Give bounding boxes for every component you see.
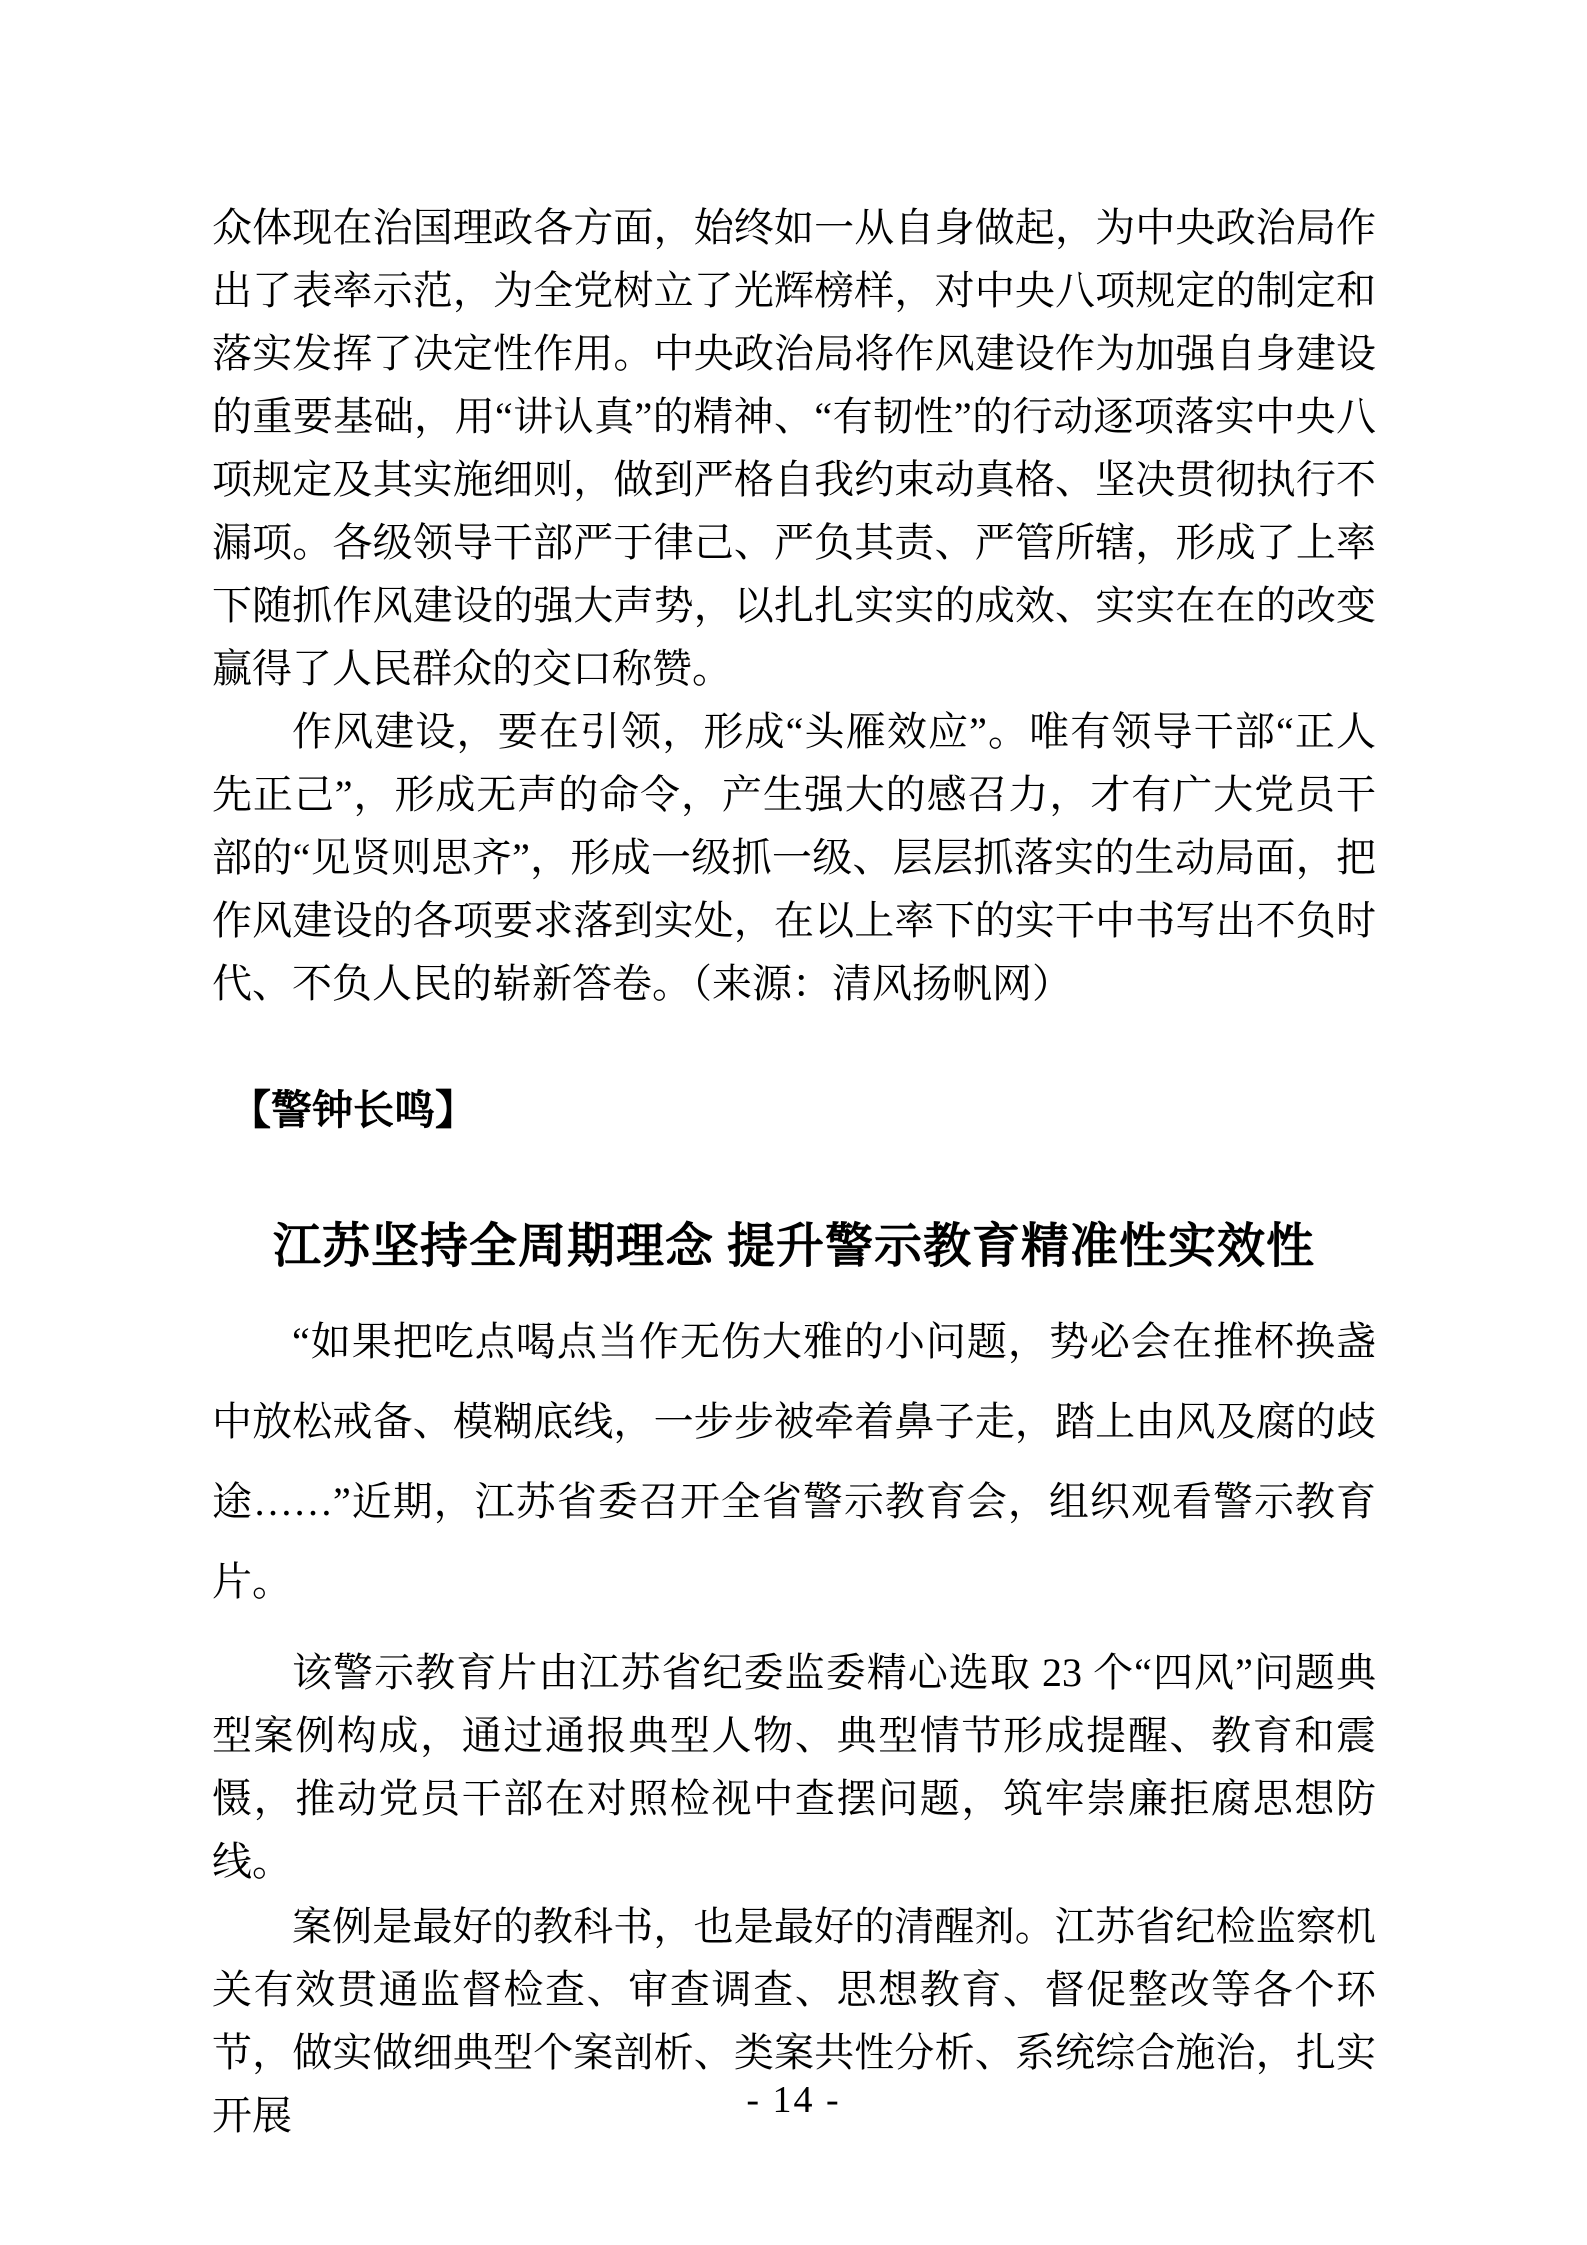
page-number: - 14 - bbox=[746, 2079, 841, 2121]
article-paragraph-quote: “如果把吃点喝点当作无伤大雅的小问题，势必会在推杯换盏中放松戒备、模糊底线，一步步被牵着鼻子走，踏上由风及腐的歧途……”近期，江苏省委召开全省警示教育会，组织观看警示教育片。 bbox=[212, 1319, 1376, 1604]
paragraph-continuation: 众体现在治国理政各方面，始终如一从自身做起，为中央政治局作出了表率示范，为全党树立了光辉榜样，对中央八项规定的制定和落实发挥了决定性作用。中央政治局将作风建设作为加强自身建设的重要基础，用“讲认真”的精神、“有韧性”的行动逐项落实中央八项规定及其实施细则，做到严格自我约束动真格、坚决贯彻执行不漏项。各级领导干部严于律己、严负其责、严管所辖，形成了上率下随抓作风建设的强大声势，以扎扎实实的成效、实实在在的改变赢得了人民群众的交口称赞。 bbox=[212, 205, 1376, 691]
section-heading-alarm-bell: 【警钟长鸣】 bbox=[230, 1087, 476, 1133]
article-paragraph-film: 该警示教育片由江苏省纪委监委精心选取 23 个“四风”问题典型案例构成，通过通报典型人物、典型情节形成提醒、教育和震慑，推动党员干部在对照检视中查摆问题，筑牢崇廉拒腐思想防线。 bbox=[212, 1650, 1376, 1884]
paragraph-leadership: 作风建设，要在引领，形成“头雁效应”。唯有领导干部“正人先正己”，形成无声的命令，产生强大的感召力，才有广大党员干部的“见贤则思齐”，形成一级抓一级、层层抓落实的生动局面，把作风建设的各项要求落到实处，在以上率下的实干中书写出不负时代、不负人民的崭新答卷。（来源：清风扬帆网） bbox=[212, 709, 1376, 1006]
article-title: 江苏坚持全周期理念 提升警示教育精准性实效性 bbox=[272, 1220, 1315, 1273]
page-content bbox=[212, 196, 1376, 2147]
article-paragraph-cases: 案例是最好的教科书，也是最好的清醒剂。江苏省纪检监察机关有效贯通监督检查、审查调查、思想教育、督促整改等各个环节，做实做细典型个案剖析、类案共性分析、系统综合施治，扎实开展 bbox=[212, 1904, 1376, 2138]
page-footer bbox=[0, 2072, 1587, 2128]
